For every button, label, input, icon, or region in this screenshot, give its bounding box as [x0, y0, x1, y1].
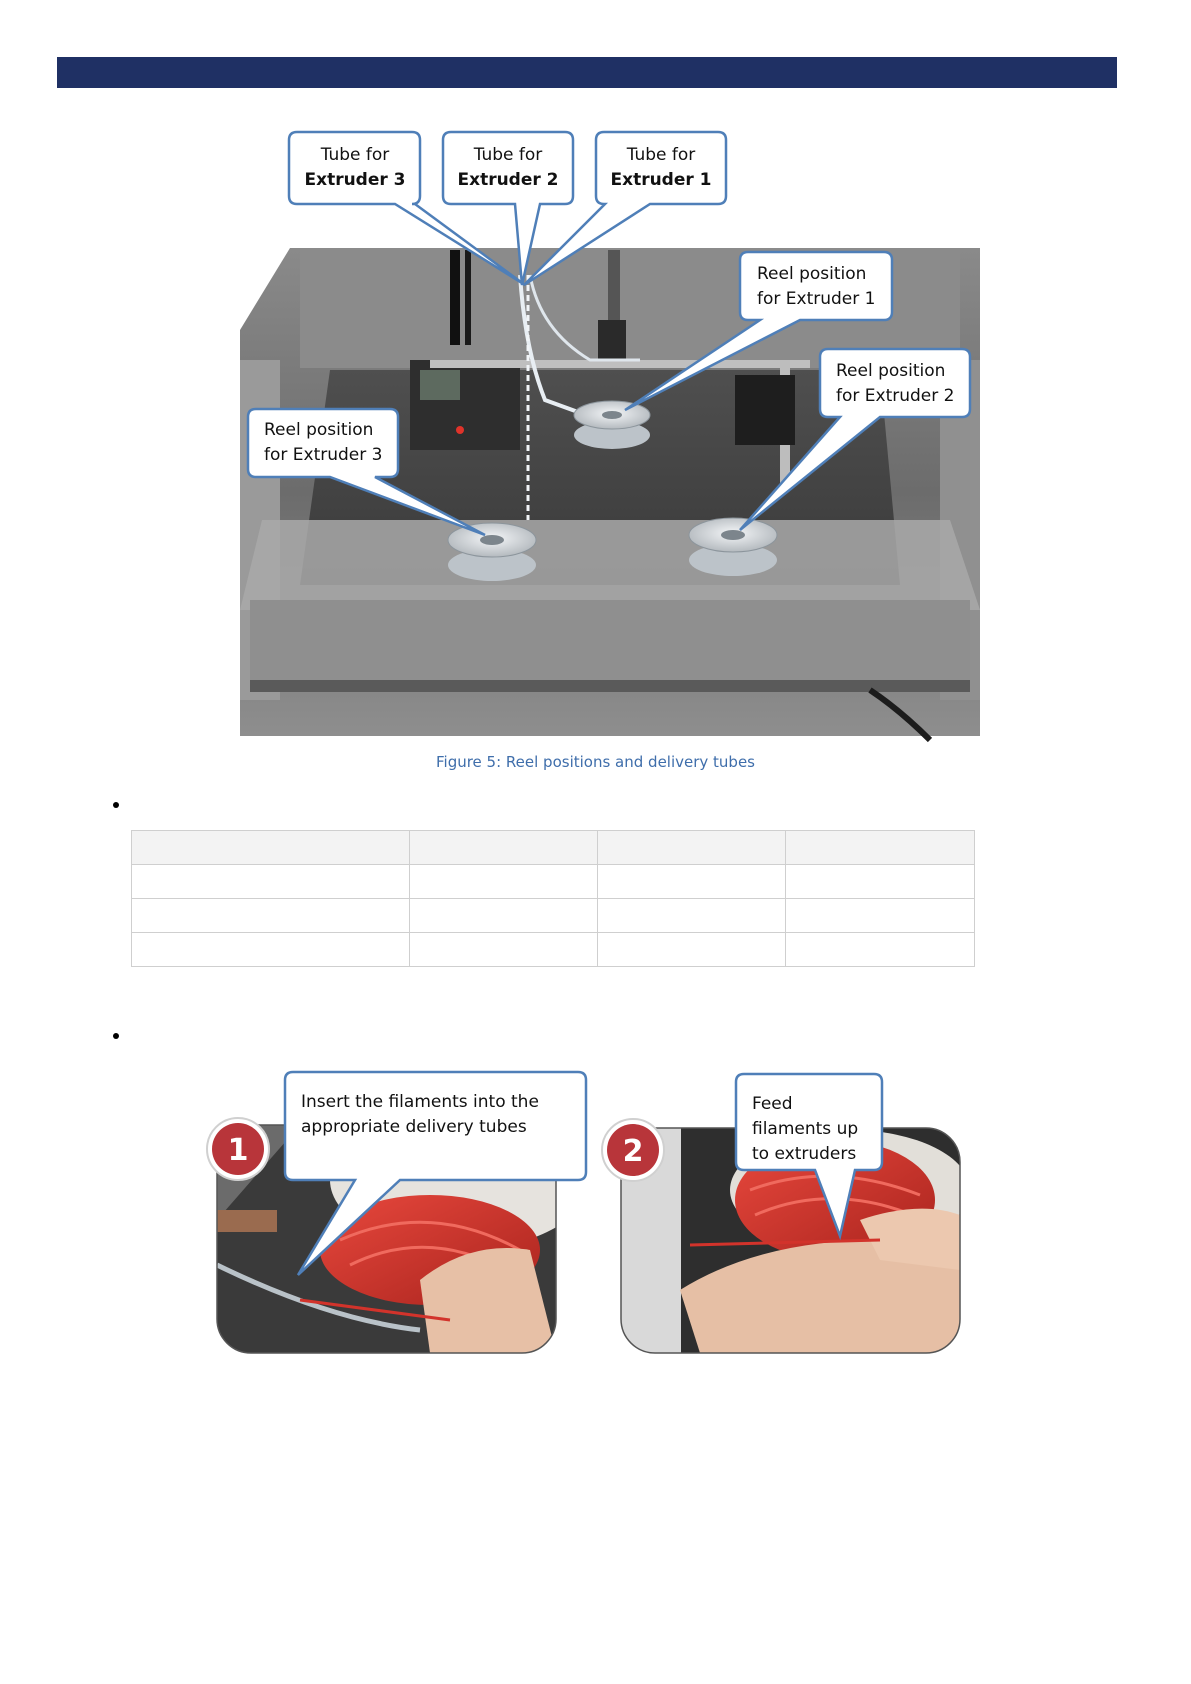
- reel-extruder-1: [574, 401, 650, 449]
- table-cell: [132, 865, 410, 899]
- reel-extruder-3: [448, 523, 536, 581]
- table-cell: [786, 865, 975, 899]
- printer-interior-photo: [0, 0, 1191, 745]
- table-cell: [410, 899, 598, 933]
- step-1-badge: [207, 1118, 269, 1180]
- svg-text:Extruder 1: Extruder 1: [610, 170, 712, 190]
- specs-table: [131, 830, 975, 967]
- svg-text:for Extruder 2: for Extruder 2: [836, 386, 955, 406]
- table-row: [132, 865, 975, 899]
- svg-text:2: 2: [622, 1134, 644, 1169]
- table-cell: [132, 899, 410, 933]
- table-cell: [132, 933, 410, 967]
- bullet-point: [113, 1033, 119, 1039]
- table-row: [132, 933, 975, 967]
- svg-text:filaments up: filaments up: [752, 1119, 859, 1139]
- svg-text:Extruder 2: Extruder 2: [457, 170, 559, 190]
- svg-text:Tube for: Tube for: [473, 145, 543, 165]
- svg-text:appropriate delivery tubes: appropriate delivery tubes: [301, 1117, 527, 1137]
- step-2-badge: [602, 1119, 664, 1181]
- table-row: [132, 899, 975, 933]
- table-cell: [598, 865, 786, 899]
- table-cell: [786, 933, 975, 967]
- table-header-cell: [132, 831, 410, 865]
- svg-text:for Extruder 3: for Extruder 3: [264, 445, 383, 465]
- svg-text:Tube for: Tube for: [626, 145, 696, 165]
- table-header-cell: [786, 831, 975, 865]
- table-cell: [598, 933, 786, 967]
- filament-steps-figure: [0, 1060, 1191, 1360]
- svg-text:Extruder 3: Extruder 3: [304, 170, 406, 190]
- svg-text:Reel position: Reel position: [264, 420, 374, 440]
- table-cell: [786, 899, 975, 933]
- svg-text:1: 1: [227, 1133, 249, 1168]
- table-cell: [410, 865, 598, 899]
- table-cell: [598, 899, 786, 933]
- svg-text:for Extruder 1: for Extruder 1: [757, 289, 876, 309]
- svg-text:to extruders: to extruders: [752, 1144, 857, 1164]
- svg-text:Tube for: Tube for: [320, 145, 390, 165]
- table-header-cell: [410, 831, 598, 865]
- svg-text:Reel position: Reel position: [836, 361, 946, 381]
- svg-text:Insert the filaments into the: Insert the filaments into the: [301, 1092, 539, 1112]
- reel-extruder-2: [689, 518, 777, 576]
- table-cell: [410, 933, 598, 967]
- figure-caption: Figure 5: Reel positions and delivery tubes: [435, 753, 755, 771]
- table-header-row: [132, 831, 975, 865]
- svg-text:Reel position: Reel position: [757, 264, 867, 284]
- bullet-point: [113, 802, 119, 808]
- svg-text:Feed: Feed: [752, 1094, 793, 1114]
- table-header-cell: [598, 831, 786, 865]
